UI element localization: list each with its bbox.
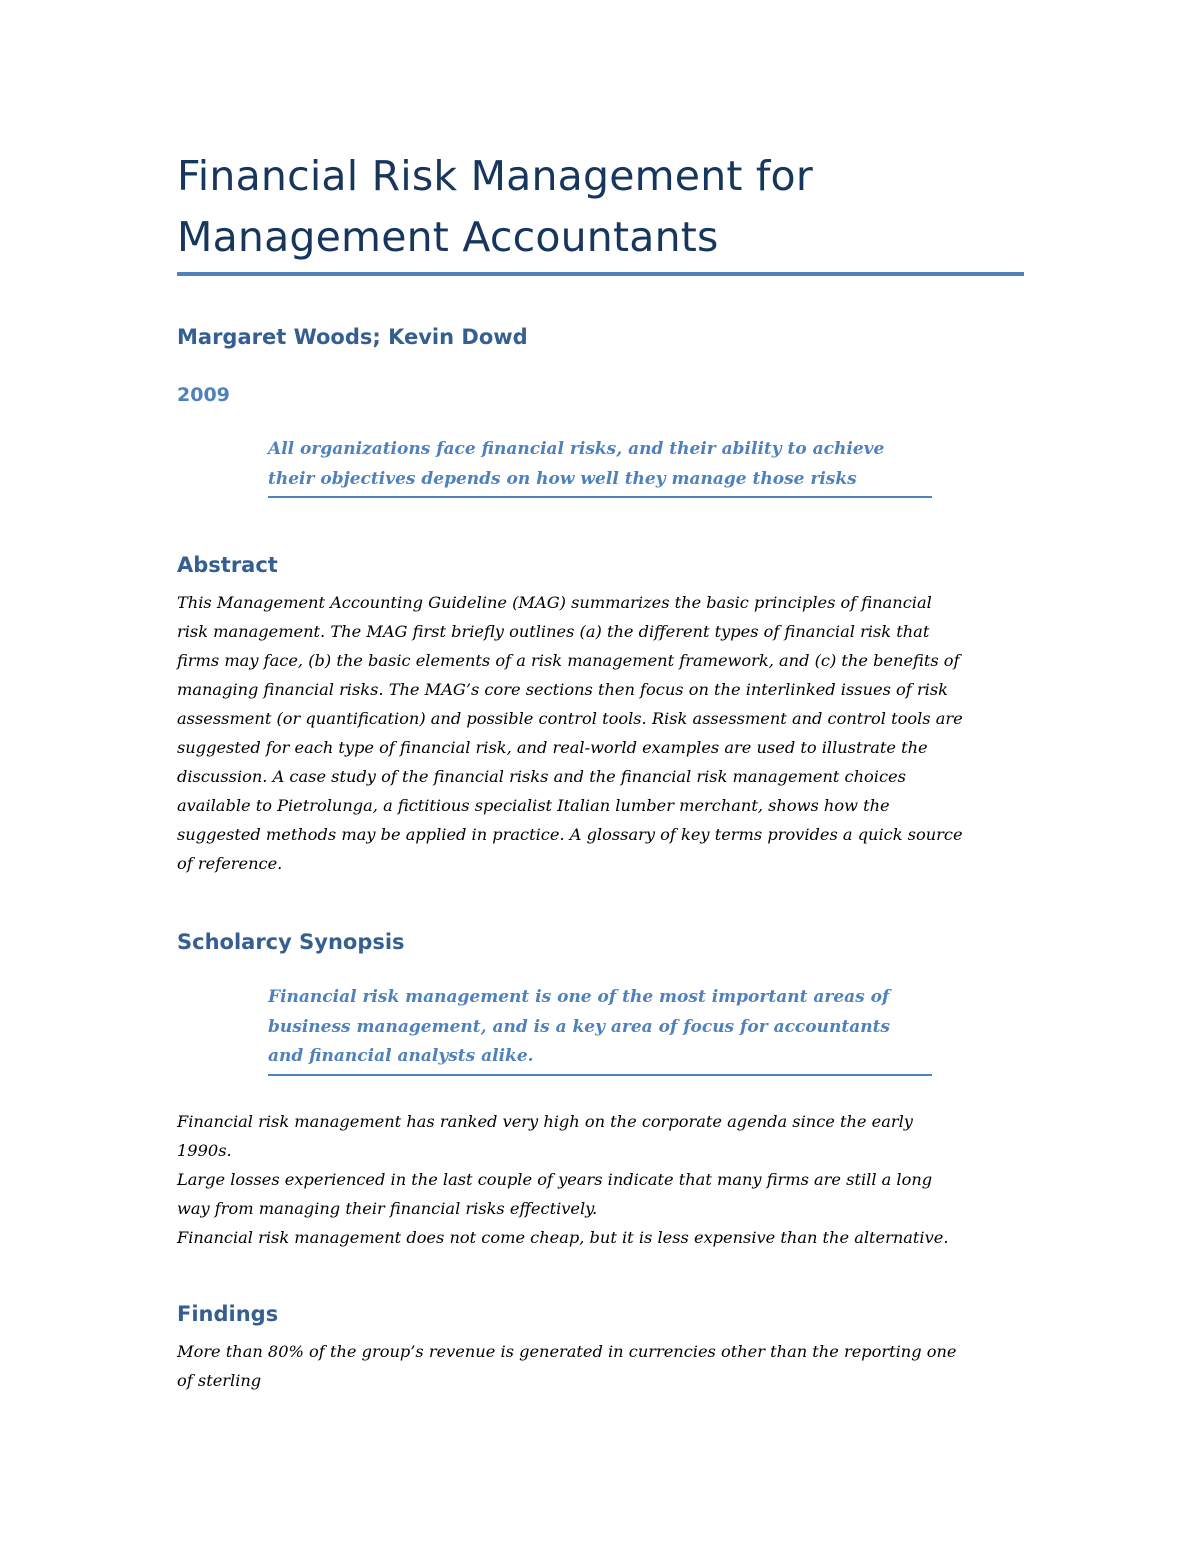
synopsis-quote-line: and financial analysts alike. xyxy=(268,1046,534,1066)
synopsis-paragraph xyxy=(177,1107,1037,1252)
title-line-1: Financial Risk Management for xyxy=(177,152,813,200)
synopsis-line: way from managing their financial risks effectively. xyxy=(177,1199,598,1218)
findings-heading: Findings xyxy=(177,1302,279,1326)
title-underline xyxy=(177,272,1024,276)
publication-year: 2009 xyxy=(177,384,230,406)
abstract-line: assessment (or quantification) and possible control tools. Risk assessment and control tools are xyxy=(177,709,963,728)
abstract-line: risk management. The MAG first briefly outlines (a) the different types of financial risk that xyxy=(177,622,930,641)
abstract-heading: Abstract xyxy=(177,553,278,577)
title-line-2: Management Accountants xyxy=(177,213,719,261)
synopsis-heading: Scholarcy Synopsis xyxy=(177,930,405,954)
synopsis-line: Financial risk management does not come cheap, but it is less expensive than the alternative. xyxy=(177,1228,949,1247)
abstract-line: firms may face, (b) the basic elements of a risk management framework, and (c) the benefits of xyxy=(177,651,960,670)
findings-line: More than 80% of the group’s revenue is generated in currencies other than the reporting one xyxy=(177,1342,957,1361)
synopsis-quote-line: business management, and is a key area of focus for accountants xyxy=(268,1016,890,1037)
synopsis-quote xyxy=(268,983,932,1072)
abstract-line: of reference. xyxy=(177,854,283,873)
intro-quote-line: their objectives depends on how well they manage those risks xyxy=(268,468,857,489)
abstract-line: available to Pietrolunga, a fictitious specialist Italian lumber merchant, shows how the xyxy=(177,796,890,815)
abstract-line: managing financial risks. The MAG’s core sections then focus on the interlinked issues of risk xyxy=(177,680,948,699)
abstract-paragraph xyxy=(177,588,1037,878)
intro-quote-rule xyxy=(268,496,932,498)
abstract-line: suggested methods may be applied in practice. A glossary of key terms provides a quick source xyxy=(177,825,963,844)
abstract-line: suggested for each type of financial risk, and real-world examples are used to illustrate the xyxy=(177,738,928,757)
findings-line: of sterling xyxy=(177,1371,262,1390)
findings-paragraph xyxy=(177,1337,1037,1395)
synopsis-quote-line: Financial risk management is one of the most important areas of xyxy=(268,987,890,1007)
abstract-line: This Management Accounting Guideline (MAG) summarizes the basic principles of financial xyxy=(177,593,932,612)
authors: Margaret Woods; Kevin Dowd xyxy=(177,325,528,349)
synopsis-line: Large losses experienced in the last couple of years indicate that many firms are still a long xyxy=(177,1170,933,1189)
intro-quote xyxy=(268,435,932,494)
synopsis-line: Financial risk management has ranked very high on the corporate agenda since the early xyxy=(177,1112,913,1131)
synopsis-quote-rule xyxy=(268,1074,932,1076)
abstract-line: discussion. A case study of the financial risks and the financial risk management choices xyxy=(177,767,906,786)
synopsis-line: 1990s. xyxy=(177,1141,232,1160)
intro-quote-line: All organizations face financial risks, and their ability to achieve xyxy=(268,439,885,459)
document-title xyxy=(177,146,1037,268)
